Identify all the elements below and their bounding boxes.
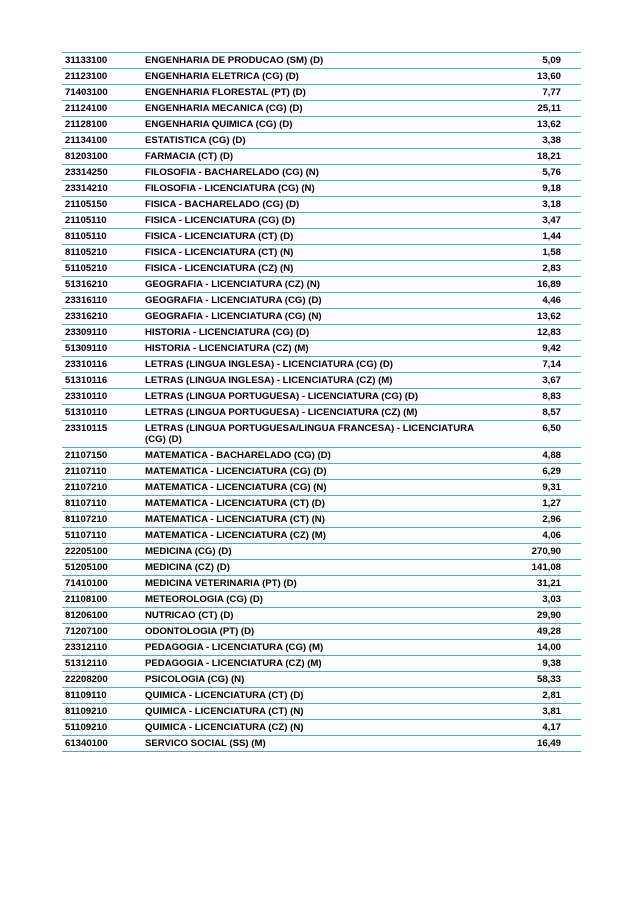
course-name-cell: FISICA - LICENCIATURA (CT) (D) bbox=[142, 229, 511, 245]
table-row bbox=[62, 229, 581, 245]
course-value-cell: 141,08 bbox=[511, 560, 581, 576]
course-code-cell: 71410100 bbox=[62, 576, 142, 592]
table-row bbox=[62, 405, 581, 421]
course-value-cell: 2,96 bbox=[511, 512, 581, 528]
course-name-cell: HISTORIA - LICENCIATURA (CZ) (M) bbox=[142, 341, 511, 357]
course-value-cell: 13,62 bbox=[511, 309, 581, 325]
course-code-cell: 22205100 bbox=[62, 544, 142, 560]
table-row bbox=[62, 53, 581, 69]
course-value-cell: 3,81 bbox=[511, 704, 581, 720]
table-row bbox=[62, 165, 581, 181]
table-row bbox=[62, 85, 581, 101]
course-value-cell: 3,47 bbox=[511, 213, 581, 229]
table-row bbox=[62, 421, 581, 448]
course-code-cell: 23314250 bbox=[62, 165, 142, 181]
table-row bbox=[62, 341, 581, 357]
course-code-cell: 81206100 bbox=[62, 608, 142, 624]
table-row bbox=[62, 293, 581, 309]
course-code-cell: 21107150 bbox=[62, 448, 142, 464]
course-code-cell: 22208200 bbox=[62, 672, 142, 688]
course-name-cell: QUIMICA - LICENCIATURA (CT) (N) bbox=[142, 704, 511, 720]
course-name-cell: LETRAS (LINGUA INGLESA) - LICENCIATURA (CG) (D) bbox=[142, 357, 511, 373]
course-value-cell: 58,33 bbox=[511, 672, 581, 688]
course-code-cell: 81105110 bbox=[62, 229, 142, 245]
table-row bbox=[62, 181, 581, 197]
course-value-cell: 7,14 bbox=[511, 357, 581, 373]
course-code-cell: 51310110 bbox=[62, 405, 142, 421]
table-row bbox=[62, 245, 581, 261]
course-code-cell: 71403100 bbox=[62, 85, 142, 101]
course-value-cell: 3,67 bbox=[511, 373, 581, 389]
course-code-cell: 81107110 bbox=[62, 496, 142, 512]
course-code-cell: 21105110 bbox=[62, 213, 142, 229]
table-row bbox=[62, 528, 581, 544]
course-code-cell: 81105210 bbox=[62, 245, 142, 261]
course-name-cell: SERVICO SOCIAL (SS) (M) bbox=[142, 736, 511, 752]
course-name-cell: ENGENHARIA ELETRICA (CG) (D) bbox=[142, 69, 511, 85]
course-name-cell: MATEMATICA - LICENCIATURA (CG) (D) bbox=[142, 464, 511, 480]
course-value-cell: 3,18 bbox=[511, 197, 581, 213]
course-value-cell: 5,09 bbox=[511, 53, 581, 69]
course-value-cell: 29,90 bbox=[511, 608, 581, 624]
course-code-cell: 21128100 bbox=[62, 117, 142, 133]
table-row bbox=[62, 496, 581, 512]
course-value-cell: 9,18 bbox=[511, 181, 581, 197]
course-value-cell: 2,81 bbox=[511, 688, 581, 704]
course-value-cell: 2,83 bbox=[511, 261, 581, 277]
course-code-cell: 21108100 bbox=[62, 592, 142, 608]
course-name-cell: ENGENHARIA QUIMICA (CG) (D) bbox=[142, 117, 511, 133]
course-name-cell: MATEMATICA - LICENCIATURA (CG) (N) bbox=[142, 480, 511, 496]
course-value-cell: 4,88 bbox=[511, 448, 581, 464]
course-name-cell: ENGENHARIA FLORESTAL (PT) (D) bbox=[142, 85, 511, 101]
course-code-cell: 51105210 bbox=[62, 261, 142, 277]
table-row bbox=[62, 512, 581, 528]
course-value-cell: 16,89 bbox=[511, 277, 581, 293]
course-code-cell: 81109210 bbox=[62, 704, 142, 720]
course-table-body bbox=[62, 53, 581, 752]
course-code-cell: 21123100 bbox=[62, 69, 142, 85]
course-name-cell: MATEMATICA - LICENCIATURA (CT) (N) bbox=[142, 512, 511, 528]
course-code-cell: 21105150 bbox=[62, 197, 142, 213]
table-row bbox=[62, 448, 581, 464]
course-name-cell: FILOSOFIA - BACHARELADO (CG) (N) bbox=[142, 165, 511, 181]
table-row bbox=[62, 325, 581, 341]
course-name-cell: LETRAS (LINGUA PORTUGUESA/LINGUA FRANCESA) - LICENCIATURA (CG) (D) bbox=[142, 421, 511, 448]
course-value-cell: 9,42 bbox=[511, 341, 581, 357]
course-name-cell: ODONTOLOGIA (PT) (D) bbox=[142, 624, 511, 640]
course-value-cell: 4,46 bbox=[511, 293, 581, 309]
course-value-cell: 270,90 bbox=[511, 544, 581, 560]
course-value-cell: 6,29 bbox=[511, 464, 581, 480]
course-code-cell: 81107210 bbox=[62, 512, 142, 528]
course-name-cell: FILOSOFIA - LICENCIATURA (CG) (N) bbox=[142, 181, 511, 197]
course-name-cell: PEDAGOGIA - LICENCIATURA (CG) (M) bbox=[142, 640, 511, 656]
course-code-cell: 21134100 bbox=[62, 133, 142, 149]
table-row bbox=[62, 608, 581, 624]
course-name-cell: METEOROLOGIA (CG) (D) bbox=[142, 592, 511, 608]
course-code-cell: 31133100 bbox=[62, 53, 142, 69]
course-name-cell: GEOGRAFIA - LICENCIATURA (CG) (N) bbox=[142, 309, 511, 325]
table-row bbox=[62, 672, 581, 688]
course-value-cell: 1,27 bbox=[511, 496, 581, 512]
course-code-cell: 51205100 bbox=[62, 560, 142, 576]
course-name-cell: ESTATISTICA (CG) (D) bbox=[142, 133, 511, 149]
course-name-cell: LETRAS (LINGUA INGLESA) - LICENCIATURA (CZ) (M) bbox=[142, 373, 511, 389]
course-name-cell: MEDICINA VETERINARIA (PT) (D) bbox=[142, 576, 511, 592]
course-code-cell: 21107110 bbox=[62, 464, 142, 480]
course-code-cell: 51309110 bbox=[62, 341, 142, 357]
course-value-cell: 12,83 bbox=[511, 325, 581, 341]
table-row bbox=[62, 117, 581, 133]
course-code-cell: 23316210 bbox=[62, 309, 142, 325]
course-value-cell: 3,03 bbox=[511, 592, 581, 608]
course-value-cell: 7,77 bbox=[511, 85, 581, 101]
course-name-cell: ENGENHARIA MECANICA (CG) (D) bbox=[142, 101, 511, 117]
table-row bbox=[62, 213, 581, 229]
course-value-cell: 1,44 bbox=[511, 229, 581, 245]
table-row bbox=[62, 149, 581, 165]
table-row bbox=[62, 688, 581, 704]
course-name-cell: MATEMATICA - LICENCIATURA (CZ) (M) bbox=[142, 528, 511, 544]
course-code-cell: 23310115 bbox=[62, 421, 142, 448]
table-row bbox=[62, 560, 581, 576]
course-name-cell: FARMACIA (CT) (D) bbox=[142, 149, 511, 165]
table-row bbox=[62, 133, 581, 149]
course-value-cell: 8,57 bbox=[511, 405, 581, 421]
table-row bbox=[62, 277, 581, 293]
course-name-cell: FISICA - LICENCIATURA (CT) (N) bbox=[142, 245, 511, 261]
course-value-cell: 18,21 bbox=[511, 149, 581, 165]
course-code-cell: 81109110 bbox=[62, 688, 142, 704]
course-code-cell: 51109210 bbox=[62, 720, 142, 736]
course-name-cell: QUIMICA - LICENCIATURA (CZ) (N) bbox=[142, 720, 511, 736]
table-row bbox=[62, 544, 581, 560]
course-code-cell: 81203100 bbox=[62, 149, 142, 165]
course-name-cell: MEDICINA (CZ) (D) bbox=[142, 560, 511, 576]
table-row bbox=[62, 656, 581, 672]
table-row bbox=[62, 720, 581, 736]
table-row bbox=[62, 357, 581, 373]
course-name-cell: PSICOLOGIA (CG) (N) bbox=[142, 672, 511, 688]
course-value-cell: 13,62 bbox=[511, 117, 581, 133]
course-code-cell: 71207100 bbox=[62, 624, 142, 640]
course-value-cell: 1,58 bbox=[511, 245, 581, 261]
course-name-cell: NUTRICAO (CT) (D) bbox=[142, 608, 511, 624]
course-code-cell: 23310116 bbox=[62, 357, 142, 373]
course-value-cell: 6,50 bbox=[511, 421, 581, 448]
course-value-cell: 49,28 bbox=[511, 624, 581, 640]
table-row bbox=[62, 69, 581, 85]
table-row bbox=[62, 101, 581, 117]
course-value-cell: 9,31 bbox=[511, 480, 581, 496]
course-code-cell: 61340100 bbox=[62, 736, 142, 752]
table-row bbox=[62, 736, 581, 752]
course-name-cell: PEDAGOGIA - LICENCIATURA (CZ) (M) bbox=[142, 656, 511, 672]
table-row bbox=[62, 576, 581, 592]
table-row bbox=[62, 480, 581, 496]
table-row bbox=[62, 640, 581, 656]
table-row bbox=[62, 592, 581, 608]
table-row bbox=[62, 389, 581, 405]
course-name-cell: FISICA - LICENCIATURA (CG) (D) bbox=[142, 213, 511, 229]
course-value-cell: 4,17 bbox=[511, 720, 581, 736]
course-value-cell: 4,06 bbox=[511, 528, 581, 544]
course-name-cell: MEDICINA (CG) (D) bbox=[142, 544, 511, 560]
course-name-cell: GEOGRAFIA - LICENCIATURA (CZ) (N) bbox=[142, 277, 511, 293]
table-row bbox=[62, 309, 581, 325]
table-row bbox=[62, 373, 581, 389]
course-code-cell: 23314210 bbox=[62, 181, 142, 197]
course-name-cell: QUIMICA - LICENCIATURA (CT) (D) bbox=[142, 688, 511, 704]
course-value-cell: 16,49 bbox=[511, 736, 581, 752]
course-name-cell: HISTORIA - LICENCIATURA (CG) (D) bbox=[142, 325, 511, 341]
course-value-cell: 25,11 bbox=[511, 101, 581, 117]
table-row bbox=[62, 197, 581, 213]
course-name-cell: LETRAS (LINGUA PORTUGUESA) - LICENCIATURA (CG) (D) bbox=[142, 389, 511, 405]
table-row bbox=[62, 464, 581, 480]
table-row bbox=[62, 261, 581, 277]
course-value-cell: 3,38 bbox=[511, 133, 581, 149]
course-code-cell: 23316110 bbox=[62, 293, 142, 309]
course-code-cell: 51312110 bbox=[62, 656, 142, 672]
course-code-cell: 23309110 bbox=[62, 325, 142, 341]
course-value-cell: 14,00 bbox=[511, 640, 581, 656]
course-table bbox=[62, 52, 581, 752]
course-code-cell: 23310110 bbox=[62, 389, 142, 405]
table-row bbox=[62, 624, 581, 640]
course-value-cell: 8,83 bbox=[511, 389, 581, 405]
course-code-cell: 51310116 bbox=[62, 373, 142, 389]
course-name-cell: FISICA - LICENCIATURA (CZ) (N) bbox=[142, 261, 511, 277]
course-name-cell: LETRAS (LINGUA PORTUGUESA) - LICENCIATURA (CZ) (M) bbox=[142, 405, 511, 421]
course-value-cell: 13,60 bbox=[511, 69, 581, 85]
table-row bbox=[62, 704, 581, 720]
course-name-cell: MATEMATICA - LICENCIATURA (CT) (D) bbox=[142, 496, 511, 512]
course-code-cell: 21107210 bbox=[62, 480, 142, 496]
course-value-cell: 5,76 bbox=[511, 165, 581, 181]
course-value-cell: 9,38 bbox=[511, 656, 581, 672]
course-name-cell: FISICA - BACHARELADO (CG) (D) bbox=[142, 197, 511, 213]
course-name-cell: GEOGRAFIA - LICENCIATURA (CG) (D) bbox=[142, 293, 511, 309]
course-code-cell: 51316210 bbox=[62, 277, 142, 293]
course-code-cell: 21124100 bbox=[62, 101, 142, 117]
course-value-cell: 31,21 bbox=[511, 576, 581, 592]
course-code-cell: 23312110 bbox=[62, 640, 142, 656]
course-name-cell: MATEMATICA - BACHARELADO (CG) (D) bbox=[142, 448, 511, 464]
course-name-cell: ENGENHARIA DE PRODUCAO (SM) (D) bbox=[142, 53, 511, 69]
course-code-cell: 51107110 bbox=[62, 528, 142, 544]
